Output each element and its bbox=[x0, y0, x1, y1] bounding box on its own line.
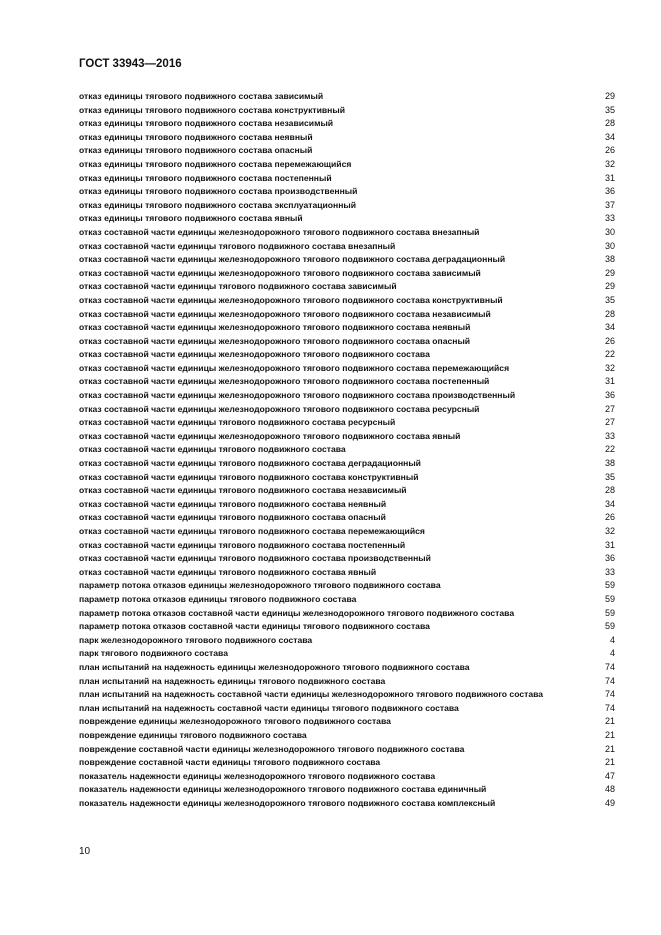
index-page-ref: 31 bbox=[604, 172, 615, 183]
index-page-ref: 26 bbox=[604, 145, 615, 156]
index-page-ref: 74 bbox=[604, 661, 615, 672]
index-entry bbox=[79, 389, 615, 403]
index-page-ref: 28 bbox=[604, 308, 615, 319]
index-entry bbox=[79, 375, 615, 389]
index-term: отказ составной части единицы тягового подвижного состава bbox=[79, 444, 346, 455]
index-page-ref: 22 bbox=[604, 349, 615, 360]
index-entry bbox=[79, 511, 615, 525]
index-term: параметр потока отказов составной части единицы железнодорожного тягового подвижного состава bbox=[79, 607, 515, 618]
index-term: парк тягового подвижного состава bbox=[79, 648, 228, 659]
index-term: отказ составной части единицы железнодорожного тягового подвижного состава bbox=[79, 349, 430, 360]
index-entry bbox=[79, 552, 615, 566]
index-page-ref: 21 bbox=[604, 729, 615, 740]
index-entry bbox=[79, 525, 615, 539]
page-number: 10 bbox=[79, 846, 91, 857]
index-entry bbox=[79, 783, 615, 797]
index-entry bbox=[79, 348, 615, 362]
index-entry bbox=[79, 199, 615, 213]
index-page-ref: 33 bbox=[604, 213, 615, 224]
index-page-ref: 37 bbox=[604, 199, 615, 210]
index-term: отказ единицы тягового подвижного состава эксплуатационный bbox=[79, 199, 357, 210]
index-term: отказ составной части единицы железнодорожного тягового подвижного состава опасный bbox=[79, 335, 471, 346]
index-page-ref: 74 bbox=[604, 675, 615, 686]
index-term: показатель надежности единицы железнодорожного тягового подвижного состава единичный bbox=[79, 784, 487, 795]
index-page-ref: 47 bbox=[604, 770, 615, 781]
index-page-ref: 29 bbox=[604, 267, 615, 278]
index-entry bbox=[79, 661, 615, 675]
index-page-ref: 32 bbox=[604, 362, 615, 373]
index-entry bbox=[79, 416, 615, 430]
index-entry bbox=[79, 743, 615, 757]
index-entry bbox=[79, 688, 615, 702]
index-entry bbox=[79, 457, 615, 471]
index-term: отказ составной части единицы железнодорожного тягового подвижного состава ресурсный bbox=[79, 403, 480, 414]
index-term: отказ единицы тягового подвижного состава опасный bbox=[79, 145, 313, 156]
index-page-ref: 74 bbox=[604, 702, 615, 713]
index-entry bbox=[79, 729, 615, 743]
index-page-ref: 36 bbox=[604, 390, 615, 401]
index-entry bbox=[79, 430, 615, 444]
document-header: ГОСТ 33943—2016 bbox=[79, 58, 182, 70]
index-term: отказ единицы тягового подвижного состава явный bbox=[79, 213, 303, 224]
index-page-ref: 31 bbox=[604, 376, 615, 387]
index-term: показатель надежности единицы железнодорожного тягового подвижного состава bbox=[79, 770, 436, 781]
index-term: отказ составной части единицы тягового подвижного состава производственный bbox=[79, 553, 431, 564]
index-page-ref: 33 bbox=[604, 430, 615, 441]
index-term: повреждение единицы железнодорожного тягового подвижного состава bbox=[79, 716, 391, 727]
index-page-ref: 26 bbox=[604, 335, 615, 346]
index-entry bbox=[79, 185, 615, 199]
index-term: отказ составной части единицы железнодорожного тягового подвижного состава явный bbox=[79, 430, 461, 441]
index-entry bbox=[79, 675, 615, 689]
index-term: отказ составной части единицы железнодорожного тягового подвижного состава независимый bbox=[79, 308, 491, 319]
index-entry bbox=[79, 104, 615, 118]
index-term: повреждение составной части единицы железнодорожного тягового подвижного состава bbox=[79, 743, 465, 754]
index-page-ref: 21 bbox=[604, 743, 615, 754]
index-page-ref: 31 bbox=[604, 539, 615, 550]
index-term: отказ составной части единицы железнодорожного тягового подвижного состава внезапный bbox=[79, 226, 480, 237]
index-term: отказ единицы тягового подвижного состава производственный bbox=[79, 186, 358, 197]
index-term: отказ составной части единицы железнодорожного тягового подвижного состава производственный bbox=[79, 390, 516, 401]
index-page-ref: 59 bbox=[604, 621, 615, 632]
index-term: отказ составной части единицы тягового подвижного состава постепенный bbox=[79, 539, 406, 550]
index-page-ref: 21 bbox=[604, 716, 615, 727]
index-term: план испытаний на надежность единицы тягового подвижного состава bbox=[79, 675, 386, 686]
index-term: отказ составной части единицы тягового подвижного состава конструктивный bbox=[79, 471, 419, 482]
index-term: отказ составной части единицы тягового подвижного состава опасный bbox=[79, 512, 386, 523]
alphabetical-index bbox=[79, 90, 615, 810]
index-page-ref: 22 bbox=[604, 444, 615, 455]
index-entry bbox=[79, 90, 615, 104]
index-page-ref: 59 bbox=[604, 580, 615, 591]
index-term: параметр потока отказов единицы тягового подвижного состава bbox=[79, 593, 357, 604]
index-page-ref: 34 bbox=[604, 131, 615, 142]
index-page-ref: 48 bbox=[604, 784, 615, 795]
index-term: параметр потока отказов составной части единицы тягового подвижного состава bbox=[79, 621, 430, 632]
index-page-ref: 34 bbox=[604, 322, 615, 333]
index-term: отказ составной части единицы железнодорожного тягового подвижного состава постепенный bbox=[79, 376, 490, 387]
index-entry bbox=[79, 702, 615, 716]
index-entry bbox=[79, 172, 615, 186]
index-entry bbox=[79, 607, 615, 621]
index-entry bbox=[79, 294, 615, 308]
index-page-ref: 59 bbox=[604, 607, 615, 618]
index-term: повреждение составной части единицы тягового подвижного состава bbox=[79, 757, 381, 768]
index-term: повреждение единицы тягового подвижного состава bbox=[79, 729, 307, 740]
index-page-ref: 29 bbox=[604, 91, 615, 101]
index-entry bbox=[79, 403, 615, 417]
index-entry bbox=[79, 797, 615, 811]
index-term: отказ составной части единицы тягового подвижного состава внезапный bbox=[79, 240, 396, 251]
index-term: отказ составной части единицы тягового подвижного состава неявный bbox=[79, 498, 387, 509]
index-entry bbox=[79, 144, 615, 158]
index-term: отказ единицы тягового подвижного состава неявный bbox=[79, 131, 313, 142]
index-entry bbox=[79, 335, 615, 349]
index-term: отказ составной части единицы железнодорожного тягового подвижного состава деградационный bbox=[79, 254, 506, 265]
index-entry bbox=[79, 158, 615, 172]
index-entry bbox=[79, 539, 615, 553]
index-entry bbox=[79, 443, 615, 457]
index-term: отказ составной части единицы тягового подвижного состава деградационный bbox=[79, 458, 421, 469]
index-entry bbox=[79, 498, 615, 512]
index-term: отказ составной части единицы железнодорожного тягового подвижного состава конструктивный bbox=[79, 294, 503, 305]
index-page-ref: 27 bbox=[604, 403, 615, 414]
index-page-ref: 30 bbox=[604, 226, 615, 237]
index-page-ref: 38 bbox=[604, 254, 615, 265]
index-term: отказ единицы тягового подвижного состава постепенный bbox=[79, 172, 332, 183]
index-entry bbox=[79, 226, 615, 240]
index-page-ref: 38 bbox=[604, 458, 615, 469]
index-entry bbox=[79, 647, 615, 661]
index-entry bbox=[79, 620, 615, 634]
index-page-ref: 36 bbox=[604, 186, 615, 197]
index-entry bbox=[79, 362, 615, 376]
index-page-ref: 26 bbox=[604, 512, 615, 523]
index-entry bbox=[79, 308, 615, 322]
index-page-ref: 28 bbox=[604, 118, 615, 129]
index-page-ref: 32 bbox=[604, 526, 615, 536]
index-page-ref: 35 bbox=[604, 104, 615, 115]
index-page-ref: 36 bbox=[604, 553, 615, 564]
index-term: план испытаний на надежность единицы железнодорожного тягового подвижного состава bbox=[79, 661, 470, 672]
index-entry bbox=[79, 756, 615, 770]
index-page-ref: 59 bbox=[604, 593, 615, 604]
index-term: отказ составной части единицы тягового подвижного состава независимый bbox=[79, 485, 407, 496]
index-entry bbox=[79, 579, 615, 593]
index-page-ref: 35 bbox=[604, 471, 615, 482]
index-entry bbox=[79, 253, 615, 267]
index-page-ref: 29 bbox=[604, 281, 615, 292]
index-entry bbox=[79, 471, 615, 485]
index-entry bbox=[79, 240, 615, 254]
index-page-ref: 32 bbox=[604, 158, 615, 169]
index-term: парк железнодорожного тягового подвижного состава bbox=[79, 634, 313, 645]
index-term: план испытаний на надежность составной части единицы тягового подвижного состава bbox=[79, 702, 459, 713]
index-term: показатель надежности единицы железнодорожного тягового подвижного состава комплексный bbox=[79, 797, 496, 808]
index-entry bbox=[79, 212, 615, 226]
index-page-ref: 34 bbox=[604, 498, 615, 509]
index-page-ref: 21 bbox=[604, 757, 615, 768]
index-term: отказ составной части единицы железнодорожного тягового подвижного состава перемежающийся bbox=[79, 362, 510, 373]
index-page-ref: 4 bbox=[609, 648, 615, 659]
index-entry bbox=[79, 117, 615, 131]
index-term: отказ единицы тягового подвижного состава независимый bbox=[79, 118, 334, 129]
index-term: отказ составной части единицы тягового подвижного состава ресурсный bbox=[79, 417, 396, 428]
index-entry bbox=[79, 321, 615, 335]
index-entry bbox=[79, 770, 615, 784]
index-entry bbox=[79, 593, 615, 607]
index-page-ref: 35 bbox=[604, 294, 615, 305]
index-term: отказ единицы тягового подвижного состава зависимый bbox=[79, 91, 324, 101]
index-entry bbox=[79, 566, 615, 580]
index-term: отказ единицы тягового подвижного состава конструктивный bbox=[79, 104, 345, 115]
index-term: план испытаний на надежность составной части единицы железнодорожного тягового подвижного состава bbox=[79, 689, 544, 700]
index-entry bbox=[79, 267, 615, 281]
index-term: отказ составной части единицы тягового подвижного состава зависимый bbox=[79, 281, 397, 292]
index-term: отказ составной части единицы тягового подвижного состава перемежающийся bbox=[79, 526, 425, 536]
index-page-ref: 49 bbox=[604, 797, 615, 808]
index-term: параметр потока отказов единицы железнодорожного тягового подвижного состава bbox=[79, 580, 441, 591]
index-page-ref: 30 bbox=[604, 240, 615, 251]
index-page-ref: 27 bbox=[604, 417, 615, 428]
index-page-ref: 74 bbox=[604, 689, 615, 700]
index-term: отказ составной части единицы железнодорожного тягового подвижного состава неявный bbox=[79, 322, 471, 333]
index-entry bbox=[79, 634, 615, 648]
index-page-ref: 28 bbox=[604, 485, 615, 496]
index-term: отказ составной части единицы железнодорожного тягового подвижного состава зависимый bbox=[79, 267, 481, 278]
index-entry bbox=[79, 484, 615, 498]
index-term: отказ единицы тягового подвижного состава перемежающийся bbox=[79, 158, 352, 169]
index-entry bbox=[79, 131, 615, 145]
index-page-ref: 33 bbox=[604, 566, 615, 577]
index-term: отказ составной части единицы тягового подвижного состава явный bbox=[79, 566, 377, 577]
index-entry bbox=[79, 280, 615, 294]
index-entry bbox=[79, 715, 615, 729]
index-page-ref: 4 bbox=[609, 634, 615, 645]
